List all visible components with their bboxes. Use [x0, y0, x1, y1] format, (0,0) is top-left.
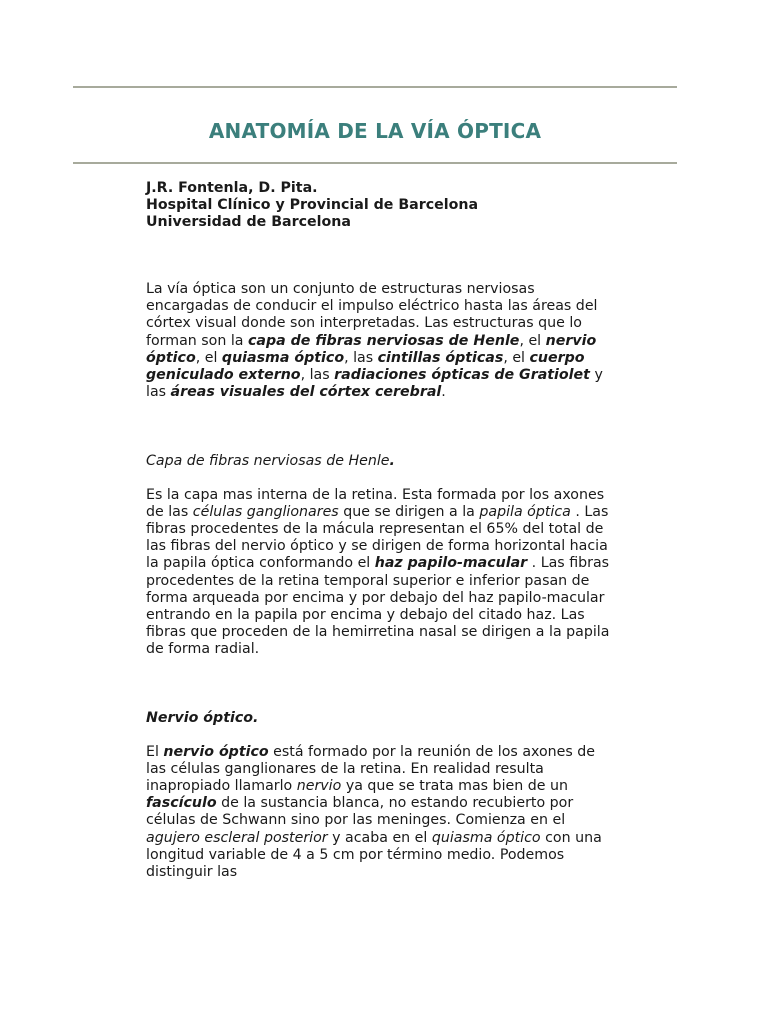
document-title: ANATOMÍA DE LA VÍA ÓPTICA	[208, 119, 542, 143]
term-nervio-optico-2: nervio óptico	[163, 744, 269, 761]
term-fasciculo: fascículo	[146, 795, 217, 812]
term-radiaciones: radiaciones ópticas de Gratiolet	[334, 366, 590, 383]
section-heading-henle: Capa de fibras nerviosas de Henle.	[146, 452, 395, 469]
term-areas-visuales: áreas visuales del córtex cerebral	[170, 383, 442, 400]
term-capa-fibras: capa de fibras nerviosas de Henle	[248, 332, 520, 349]
term-cintillas: cintillas ópticas	[377, 349, 504, 366]
term-haz-papilo-macular: haz papilo-macular	[374, 555, 528, 572]
author-block	[146, 180, 616, 231]
term-quiasma: quiasma óptico	[221, 349, 345, 366]
section-paragraph-nervio: El nervio óptico está formado por la reunión de los axones de las células ganglionares de la retina. En realidad resulta inapropiado llamarlo nervio ya que se trata mas bien de un fascículo de la sustancia blanca, no estando recubierto por células de Schwann sino por las meninges. Comienza en el agujero escleral posterior y acaba en el quiasma óptico con una longitud variable de 4 a 5 cm por término medio. Podemos distinguir las	[146, 744, 602, 880]
author-hospital: Hospital Clínico y Provincial de Barcelona	[146, 197, 479, 214]
term-cuerpo-geniculado: cuerpo geniculado externo	[146, 349, 585, 383]
title-divider	[73, 162, 677, 164]
top-divider	[73, 86, 677, 88]
section-paragraph-henle: Es la capa mas interna de la retina. Esta formada por los axones de las células ganglionares que se dirigen a la papila óptica . Las fibras procedentes de la mácula representan el 65% del total de las fibras del nervio óptico y se dirigen de forma horizontal hacia la papila óptica conformando el haz papilo-macular . Las fibras procedentes de la retina temporal superior e inferior pasan de forma arqueada por encima y por debajo del haz papilo-macular entrando en la papila por encima y debajo del citado haz. Las fibras que proceden de la hemirretina nasal se dirigen a la papila de forma radial.	[146, 487, 610, 657]
section-heading-nervio: Nervio óptico.	[146, 709, 259, 726]
term-nervio-optico: nervio óptico	[146, 332, 597, 366]
document-body	[146, 180, 616, 881]
intro-paragraph: La vía óptica son un conjunto de estructuras nerviosas encargadas de conducir el impulso eléctrico hasta las áreas del córtex visual donde son interpretadas. Las estructuras que lo forman son la capa de fibras nerviosas de Henle, el nervio óptico, el quiasma óptico, las cintillas ópticas, el cuerpo geniculado externo, las radiaciones ópticas de Gratiolet y las áreas visuales del córtex cerebral.	[146, 281, 603, 400]
author-names: J.R. Fontenla, D. Pita.	[146, 180, 318, 196]
author-university: Universidad de Barcelona	[146, 214, 351, 231]
